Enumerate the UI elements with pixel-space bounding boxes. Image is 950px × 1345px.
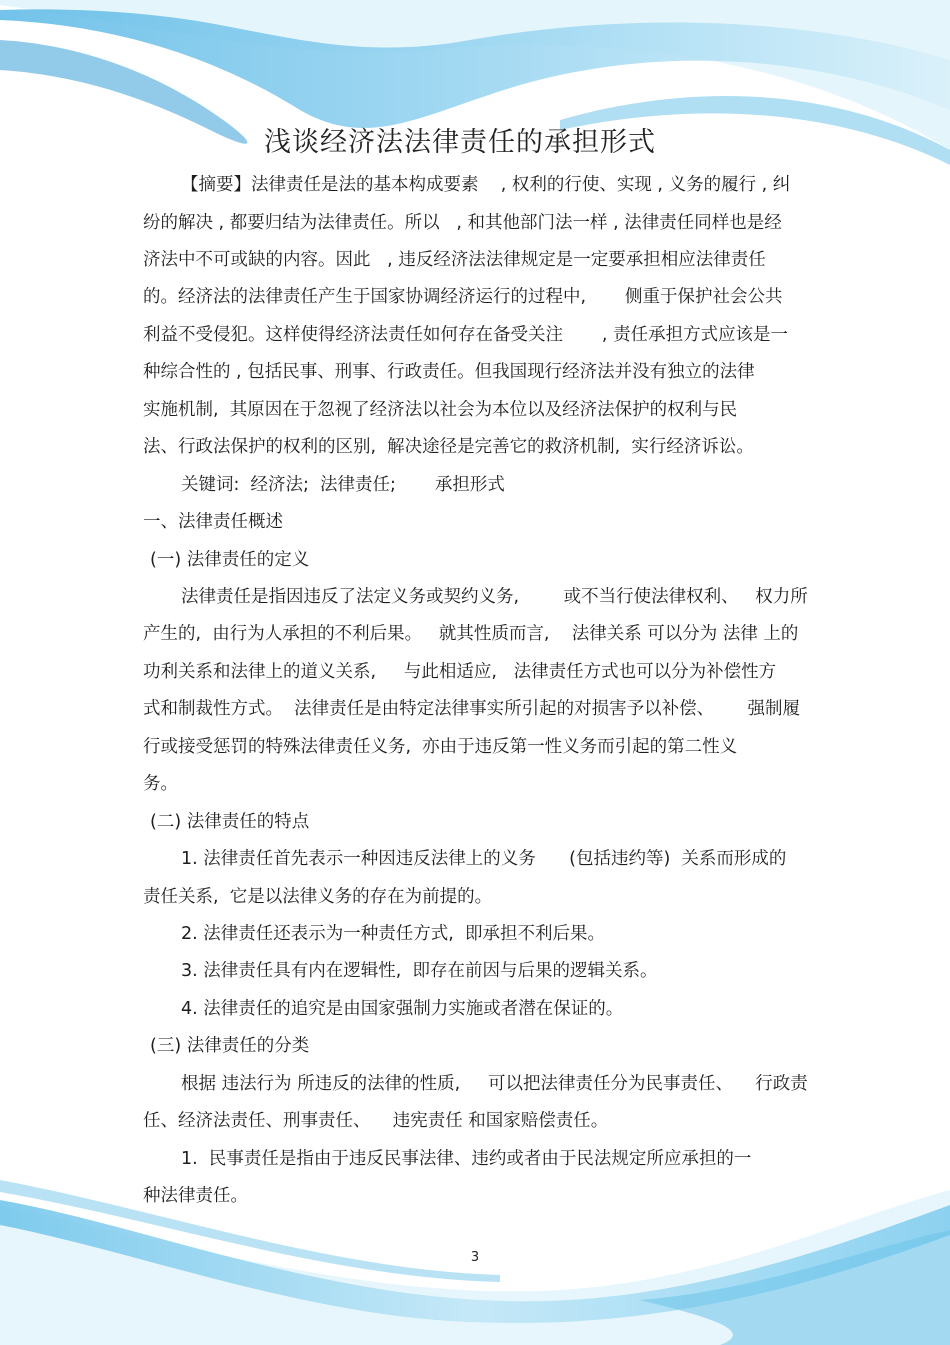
subsection-heading: (一) 法律责任的定义 (150, 550, 310, 570)
abstract-line: 利益不受侵犯。这样使得经济法责任如何存在备受关注 , 责任承担方式应该是一 (143, 325, 789, 345)
abstract-line: 纷的解决 , 都要归结为法律责任。所以 , 和其他部门法一样 , 法律责任同样也是经 (143, 213, 782, 233)
paragraph-line: 功利关系和法律上的道义关系, 与此相适应, 法律责任方式也可以分为补偿性方 (143, 662, 777, 682)
abstract-line: 济法中不可或缺的内容。因此 , 违反经济法法律规定是一定要承担相应法律责任 (143, 250, 766, 270)
list-item: 1. 法律责任首先表示一种因违反法律上的义务 (包括违约等) 关系而形成的 (181, 849, 787, 869)
paragraph-line: 法律责任是指因违反了法定义务或契约义务, 或不当行使法律权利、 权力所 (181, 587, 808, 607)
abstract-line: 实施机制, 其原因在于忽视了经济法以社会为本位以及经济法保护的权利与民 (143, 400, 738, 420)
abstract-line: 法、行政法保护的权利的区别, 解决途径是完善它的救济机制, 实行经济诉讼。 (143, 437, 754, 457)
paragraph-line: 务。 (143, 774, 178, 794)
abstract-line: 【摘要】法律责任是法的基本构成要素 , 权利的行使、实现 , 义务的履行 , 纠 (181, 175, 791, 195)
list-item: 3. 法律责任具有内在逻辑性, 即存在前因与后果的逻辑关系。 (181, 961, 658, 981)
keywords-line: 关键词: 经济法; 法律责任; 承担形式 (181, 475, 505, 495)
abstract-line: 种综合性的 , 包括民事、刑事、行政责任。但我国现行经济法并没有独立的法律 (143, 362, 755, 382)
paragraph-line: 式和制裁性方式。 法律责任是由特定法律事实所引起的对损害予以补偿、 强制履 (143, 699, 800, 719)
list-item: 1. 民事责任是指由于违反民事法律、违约或者由于民法规定所应承担的一 (181, 1149, 752, 1169)
document-title: 浅谈经济法法律责任的承担形式 (264, 127, 656, 158)
list-item: 2. 法律责任还表示为一种责任方式, 即承担不利后果。 (181, 924, 605, 944)
abstract-line: 的。经济法的法律责任产生于国家协调经济运行的过程中, 侧重于保护社会公共 (143, 287, 783, 307)
paragraph-line: 根据 违法行为 所违反的法律的性质, 可以把法律责任分为民事责任、 行政责 (181, 1074, 808, 1094)
subsection-heading: (二) 法律责任的特点 (150, 812, 310, 832)
list-item-continuation: 种法律责任。 (143, 1186, 248, 1206)
paragraph-line: 行或接受惩罚的特殊法律责任义务, 亦由于违反第一性义务而引起的第二性义 (143, 737, 738, 757)
list-item-continuation: 责任关系, 它是以法律义务的存在为前提的。 (143, 887, 493, 907)
section-heading: 一、法律责任概述 (143, 512, 283, 532)
paragraph-line: 产生的, 由行为人承担的不利后果。 就其性质而言, 法律关系 可以分为 法律 上的 (143, 624, 799, 644)
list-item: 4. 法律责任的追究是由国家强制力实施或者潜在保证的。 (181, 999, 624, 1019)
subsection-heading: (三) 法律责任的分类 (150, 1036, 310, 1056)
paragraph-line: 任、经济法责任、刑事责任、 违宪责任 和国家赔偿责任。 (143, 1111, 609, 1131)
page-number: 3 (470, 1250, 480, 1265)
